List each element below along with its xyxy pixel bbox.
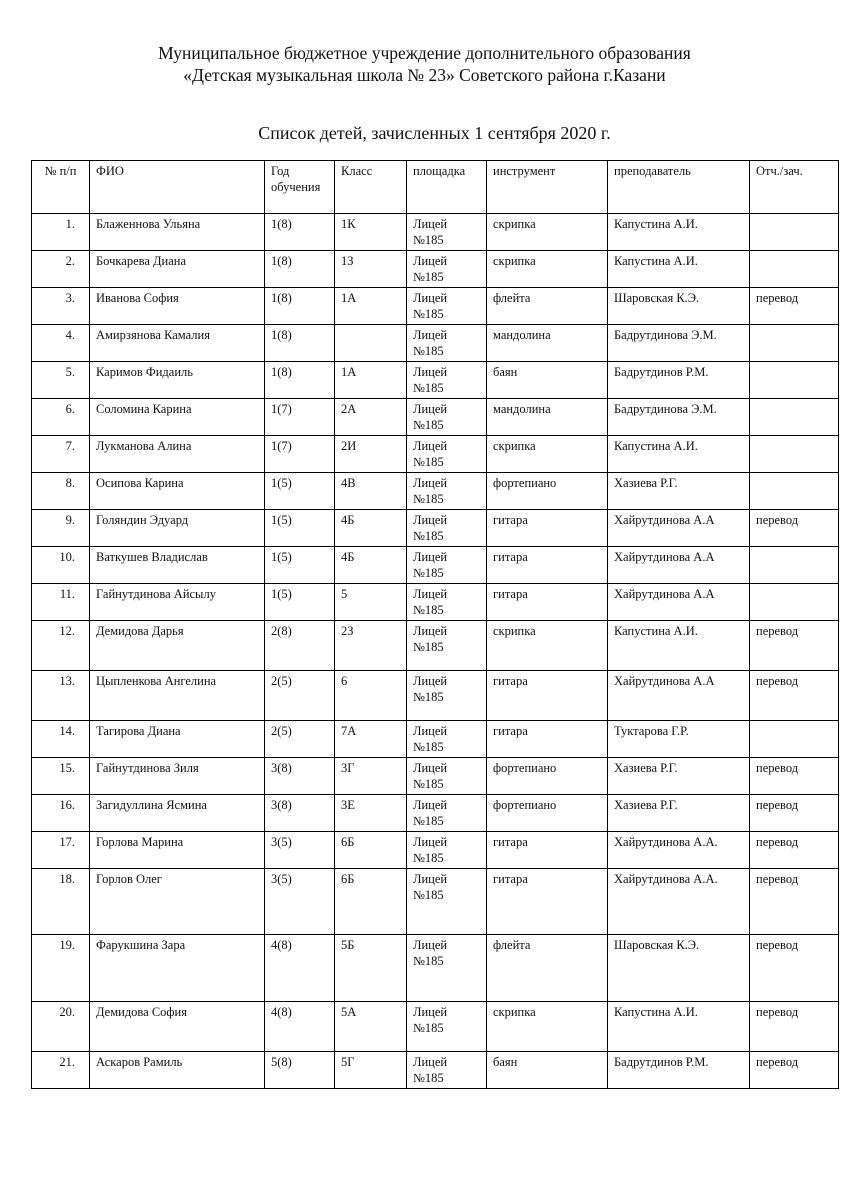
row-number-cell: 13. [32,671,90,721]
study-year-cell: 1(8) [265,288,335,325]
status-cell [750,473,839,510]
venue-cell: Лицей №185 [407,721,487,758]
class-name-cell: 2З [335,621,407,671]
venue-cell: Лицей №185 [407,473,487,510]
study-year-cell: 5(8) [265,1052,335,1089]
table-row [32,214,839,251]
col-header-instrument: инструмент [487,161,608,214]
venue-cell: Лицей №185 [407,251,487,288]
student-name-cell: Горлова Марина [90,832,265,869]
table-row [32,288,839,325]
teacher-cell: Шаровская К.Э. [608,935,750,1002]
enrollment-table [31,160,839,1089]
class-name-cell: 5 [335,584,407,621]
teacher-cell: Капустина А.И. [608,1002,750,1052]
row-number-cell: 5. [32,362,90,399]
table-row [32,547,839,584]
study-year-cell: 1(8) [265,325,335,362]
venue-cell: Лицей №185 [407,671,487,721]
venue-cell: Лицей №185 [407,584,487,621]
status-cell [750,436,839,473]
study-year-cell: 1(7) [265,399,335,436]
table-header-row [32,161,839,214]
study-year-cell: 1(8) [265,362,335,399]
venue-cell: Лицей №185 [407,795,487,832]
table-row [32,473,839,510]
col-header-status: Отч./зач. [750,161,839,214]
col-header-site: площадка [407,161,487,214]
class-name-cell: 7А [335,721,407,758]
table-row [32,325,839,362]
row-number-cell: 20. [32,1002,90,1052]
class-name-cell: 6Б [335,869,407,935]
row-number-cell: 19. [32,935,90,1002]
venue-cell: Лицей №185 [407,399,487,436]
status-cell: перевод [750,1002,839,1052]
student-name-cell: Цыпленкова Ангелина [90,671,265,721]
student-name-cell: Тагирова Диана [90,721,265,758]
study-year-cell: 2(8) [265,621,335,671]
student-name-cell: Гайнутдинова Айсылу [90,584,265,621]
table-row [32,721,839,758]
class-name-cell: 2А [335,399,407,436]
student-name-cell: Аскаров Рамиль [90,1052,265,1089]
table-row [32,510,839,547]
table-row [32,362,839,399]
student-name-cell: Демидова София [90,1002,265,1052]
status-cell [750,251,839,288]
class-name-cell: 6Б [335,832,407,869]
row-number-cell: 2. [32,251,90,288]
instrument-cell: фортепиано [487,473,608,510]
teacher-cell: Хайрутдинова А.А [608,510,750,547]
col-header-teacher: преподаватель [608,161,750,214]
table-row [32,584,839,621]
instrument-cell: скрипка [487,621,608,671]
instrument-cell: баян [487,1052,608,1089]
instrument-cell: баян [487,362,608,399]
row-number-cell: 21. [32,1052,90,1089]
instrument-cell: мандолина [487,325,608,362]
teacher-cell: Хазиева Р.Г. [608,473,750,510]
status-cell [750,362,839,399]
row-number-cell: 16. [32,795,90,832]
table-row [32,671,839,721]
row-number-cell: 3. [32,288,90,325]
status-cell: перевод [750,795,839,832]
venue-cell: Лицей №185 [407,869,487,935]
study-year-cell: 1(7) [265,436,335,473]
student-name-cell: Соломина Карина [90,399,265,436]
class-name-cell: 3Е [335,795,407,832]
row-number-cell: 1. [32,214,90,251]
venue-cell: Лицей №185 [407,325,487,362]
teacher-cell: Хайрутдинова А.А [608,671,750,721]
table-row [32,251,839,288]
class-name-cell: 6 [335,671,407,721]
teacher-cell: Бадрутдинова Э.М. [608,399,750,436]
class-name-cell: 1К [335,214,407,251]
status-cell: перевод [750,288,839,325]
class-name-cell: 4Б [335,547,407,584]
class-name-cell: 5Г [335,1052,407,1089]
venue-cell: Лицей №185 [407,621,487,671]
student-name-cell: Лукманова Алина [90,436,265,473]
student-name-cell: Горлов Олег [90,869,265,935]
teacher-cell: Хайрутдинова А.А. [608,832,750,869]
status-cell: перевод [750,671,839,721]
study-year-cell: 1(5) [265,547,335,584]
status-cell [750,325,839,362]
row-number-cell: 10. [32,547,90,584]
instrument-cell: скрипка [487,1002,608,1052]
org-name-line-1: Муниципальное бюджетное учреждение дополнительного образования [158,43,691,63]
teacher-cell: Хазиева Р.Г. [608,795,750,832]
study-year-cell: 4(8) [265,935,335,1002]
venue-cell: Лицей №185 [407,832,487,869]
study-year-cell: 1(8) [265,214,335,251]
status-cell: перевод [750,1052,839,1089]
status-cell [750,214,839,251]
teacher-cell: Капустина А.И. [608,214,750,251]
instrument-cell: гитара [487,832,608,869]
venue-cell: Лицей №185 [407,1052,487,1089]
student-name-cell: Фарукшина Зара [90,935,265,1002]
student-name-cell: Иванова София [90,288,265,325]
study-year-cell: 1(5) [265,473,335,510]
row-number-cell: 11. [32,584,90,621]
study-year-cell: 3(5) [265,869,335,935]
status-cell: перевод [750,832,839,869]
study-year-cell: 1(5) [265,510,335,547]
class-name-cell: 5Б [335,935,407,1002]
venue-cell: Лицей №185 [407,288,487,325]
status-cell [750,721,839,758]
teacher-cell: Шаровская К.Э. [608,288,750,325]
class-name-cell: 5А [335,1002,407,1052]
row-number-cell: 7. [32,436,90,473]
venue-cell: Лицей №185 [407,758,487,795]
instrument-cell: мандолина [487,399,608,436]
teacher-cell: Бадрутдинов Р.М. [608,1052,750,1089]
venue-cell: Лицей №185 [407,362,487,399]
instrument-cell: гитара [487,547,608,584]
row-number-cell: 8. [32,473,90,510]
status-cell [750,584,839,621]
teacher-cell: Хайрутдинова А.А [608,584,750,621]
study-year-cell: 3(8) [265,758,335,795]
teacher-cell: Капустина А.И. [608,436,750,473]
col-header-number: № п/п [32,161,90,214]
teacher-cell: Хайрутдинова А.А [608,547,750,584]
org-name-line-2: «Детская музыкальная школа № 23» Советского района г.Казани [183,65,666,85]
class-name-cell: 1А [335,288,407,325]
col-header-year: Год обучения [265,161,335,214]
instrument-cell: фортепиано [487,758,608,795]
class-name-cell: 4Б [335,510,407,547]
row-number-cell: 14. [32,721,90,758]
instrument-cell: гитара [487,584,608,621]
teacher-cell: Туктарова Г.Р. [608,721,750,758]
study-year-cell: 1(8) [265,251,335,288]
student-name-cell: Загидуллина Ясмина [90,795,265,832]
study-year-cell: 2(5) [265,671,335,721]
status-cell: перевод [750,758,839,795]
student-name-cell: Демидова Дарья [90,621,265,671]
col-header-class: Класс [335,161,407,214]
teacher-cell: Капустина А.И. [608,251,750,288]
row-number-cell: 18. [32,869,90,935]
teacher-cell: Бадрутдинова Э.М. [608,325,750,362]
study-year-cell: 3(8) [265,795,335,832]
class-name-cell [335,325,407,362]
table-row [32,1052,839,1089]
instrument-cell: скрипка [487,436,608,473]
venue-cell: Лицей №185 [407,510,487,547]
student-name-cell: Гайнутдинова Зиля [90,758,265,795]
status-cell [750,399,839,436]
venue-cell: Лицей №185 [407,214,487,251]
student-name-cell: Голяндин Эдуард [90,510,265,547]
class-name-cell: 1З [335,251,407,288]
venue-cell: Лицей №185 [407,547,487,584]
venue-cell: Лицей №185 [407,935,487,1002]
table-row [32,935,839,1002]
row-number-cell: 15. [32,758,90,795]
status-cell: перевод [750,510,839,547]
col-header-name: ФИО [90,161,265,214]
table-row [32,399,839,436]
table-row [32,758,839,795]
teacher-cell: Бадрутдинов Р.М. [608,362,750,399]
table-row [32,621,839,671]
row-number-cell: 9. [32,510,90,547]
instrument-cell: гитара [487,721,608,758]
status-cell [750,547,839,584]
venue-cell: Лицей №185 [407,1002,487,1052]
class-name-cell: 4В [335,473,407,510]
student-name-cell: Осипова Карина [90,473,265,510]
student-name-cell: Блаженнова Ульяна [90,214,265,251]
study-year-cell: 3(5) [265,832,335,869]
table-row [32,795,839,832]
instrument-cell: гитара [487,869,608,935]
instrument-cell: фортепиано [487,795,608,832]
class-name-cell: 2И [335,436,407,473]
student-name-cell: Каримов Фидаиль [90,362,265,399]
study-year-cell: 2(5) [265,721,335,758]
row-number-cell: 12. [32,621,90,671]
document-title: Список детей, зачисленных 1 сентября 2020 г. [258,123,611,143]
status-cell: перевод [750,621,839,671]
study-year-cell: 1(5) [265,584,335,621]
venue-cell: Лицей №185 [407,436,487,473]
student-name-cell: Ваткушев Владислав [90,547,265,584]
instrument-cell: гитара [487,510,608,547]
teacher-cell: Хайрутдинова А.А. [608,869,750,935]
study-year-cell: 4(8) [265,1002,335,1052]
row-number-cell: 17. [32,832,90,869]
teacher-cell: Хазиева Р.Г. [608,758,750,795]
status-cell: перевод [750,869,839,935]
table-row [32,869,839,935]
status-cell: перевод [750,935,839,1002]
instrument-cell: флейта [487,935,608,1002]
table-row [32,1002,839,1052]
instrument-cell: скрипка [487,251,608,288]
student-name-cell: Бочкарева Диана [90,251,265,288]
table-row [32,832,839,869]
row-number-cell: 4. [32,325,90,362]
instrument-cell: скрипка [487,214,608,251]
class-name-cell: 3Г [335,758,407,795]
teacher-cell: Капустина А.И. [608,621,750,671]
student-name-cell: Амирзянова Камалия [90,325,265,362]
row-number-cell: 6. [32,399,90,436]
instrument-cell: гитара [487,671,608,721]
class-name-cell: 1А [335,362,407,399]
table-row [32,436,839,473]
instrument-cell: флейта [487,288,608,325]
